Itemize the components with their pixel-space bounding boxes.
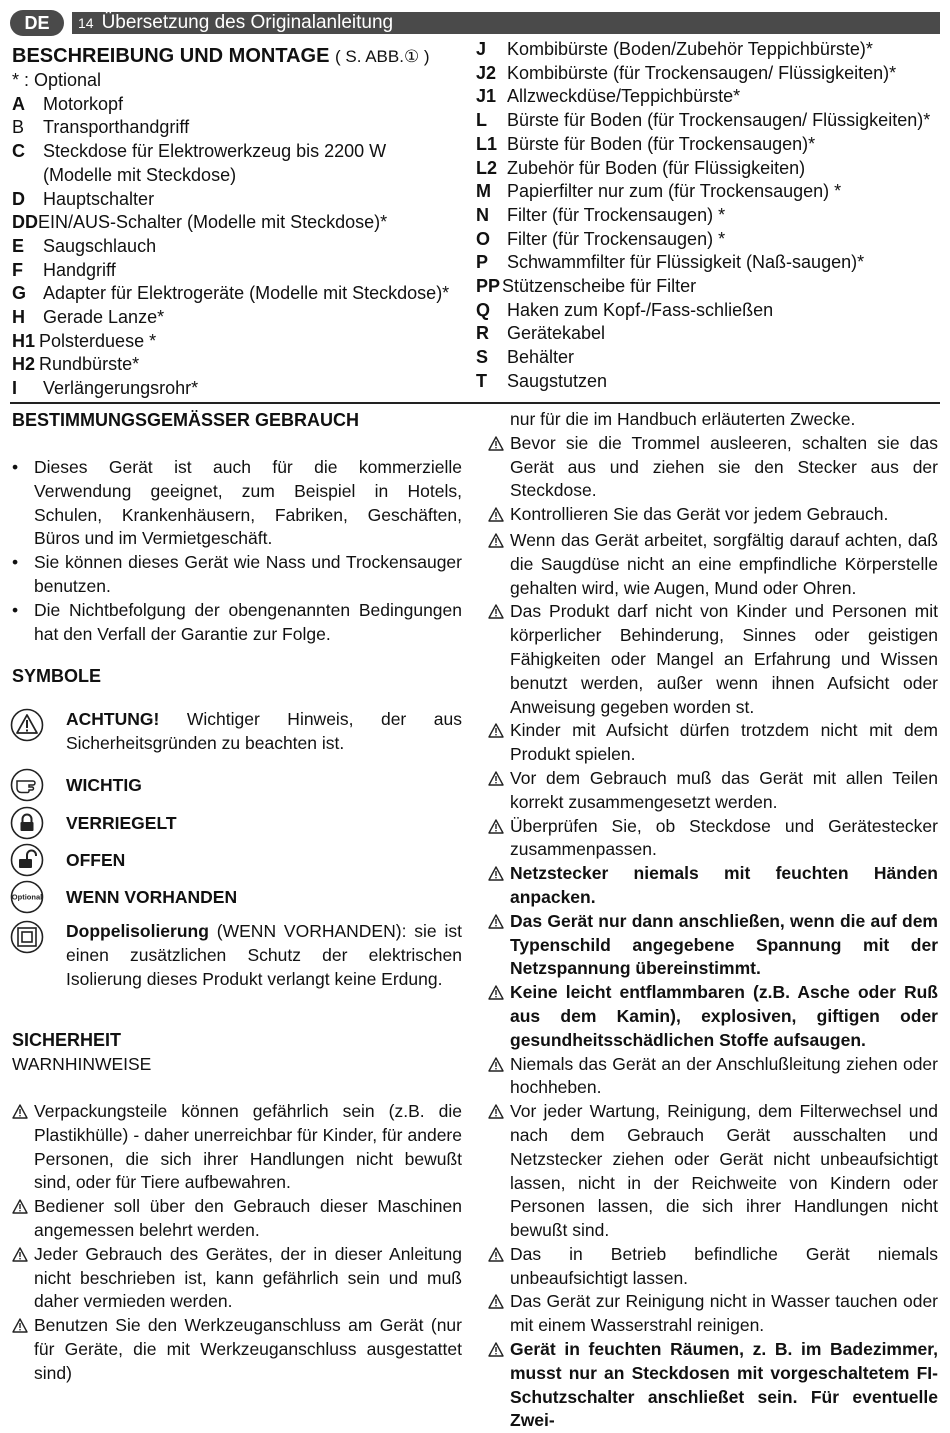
warning-triangle-icon <box>488 1100 510 1243</box>
part-label: Stützenscheibe für Filter <box>502 276 697 297</box>
symbol-desc-doppelisolierung: (WENN VORHANDEN): sie ist einen zusätzlichen Schutz der elektrischen Isolierung dieses Produkt verlangt keine Erdung. <box>66 921 462 989</box>
part-label: Schwammfilter für Flüssigkeit (Naß-saugen)* <box>507 252 865 273</box>
part-key: A <box>12 93 25 114</box>
part-item <box>12 353 472 377</box>
part-item <box>12 116 472 140</box>
bullet-mark: • <box>12 599 19 620</box>
part-label: Filter (für Trockensaugen) * <box>507 204 726 225</box>
part-key: J2 <box>476 62 497 83</box>
part-item <box>476 322 940 346</box>
part-item <box>476 275 940 299</box>
part-item <box>12 282 472 306</box>
warning-triangle-icon <box>488 767 510 815</box>
part-label: Saugstutzen <box>507 370 608 391</box>
warning-triangle-icon <box>12 1314 34 1385</box>
lock-open-icon <box>10 843 44 877</box>
part-key: C <box>12 141 25 162</box>
part-key: L <box>476 110 487 131</box>
warning-item <box>488 767 938 815</box>
symbol-row-wenn-vorhanden <box>10 880 237 914</box>
warning-item <box>488 1290 938 1338</box>
warning-text: Kinder mit Aufsicht dürfen trotzdem nicht mit dem Produkt spielen. <box>510 720 938 765</box>
double-insulation-icon <box>10 920 44 954</box>
warning-triangle-icon <box>12 1243 34 1314</box>
warning-text: Das Produkt darf nicht von Kinder und Personen mit körperlicher Behinderung, Sinnes oder geistigen Fähigkeiten oder Mangel an Erfahrung und Wissen benutzt werden, außer wenn ihnen Aufsicht oder Anweisung gegeben worden st. <box>510 601 938 717</box>
warning-text: Benutzen Sie den Werkzeuganschluss am Gerät (nur für Geräte, die mit Werkzeuganschluss ausgestattet sind) <box>34 1315 462 1383</box>
optional-icon <box>10 880 44 914</box>
part-label: Gerade Lanze* <box>43 307 165 328</box>
part-item <box>476 204 940 228</box>
symbol-desc-achtung: Wichtiger Hinweis, der aus Sicherheitsgründen zu beachten ist. <box>66 709 462 753</box>
usage-bullet <box>12 599 462 647</box>
warning-item <box>12 1100 462 1195</box>
part-item <box>476 85 940 109</box>
warning-text: Das Gerät zur Reinigung nicht in Wasser tauchen oder mit einem Wasserstrahl reinigen. <box>510 1291 938 1336</box>
symbol-label-offen: OFFEN <box>66 850 126 870</box>
part-label: Hauptschalter <box>43 188 155 209</box>
symbols-heading: SYMBOLE <box>12 666 102 686</box>
part-key: I <box>12 378 18 399</box>
part-key: E <box>12 235 25 256</box>
warning-text: Das in Betrieb befindliche Gerät niemals unbeaufsichtigt lassen. <box>510 1243 938 1288</box>
part-label: Polsterduese * <box>39 330 157 351</box>
warning-item <box>488 529 938 600</box>
warning-item <box>488 1338 938 1433</box>
part-label: Verlängerungsrohr* <box>43 378 199 399</box>
section-title-description <box>12 44 472 69</box>
part-label: Bürste für Boden (für Trockensaugen/ Flüssigkeiten)* <box>507 110 931 131</box>
warning-text: Jeder Gebrauch des Gerätes, der in dieser Anleitung nicht beschrieben ist, kann gefährlich sein und muß daher vermieden werden. <box>34 1243 462 1312</box>
part-label: Papierfilter nur zum (für Trockensaugen) * <box>507 181 842 202</box>
warning-item <box>488 981 938 1052</box>
part-label: Filter (für Trockensaugen) * <box>507 228 726 249</box>
symbol-row-achtung <box>10 708 462 756</box>
warning-item <box>488 815 938 863</box>
page-header <box>10 10 940 36</box>
part-item <box>476 133 940 157</box>
part-label: Bürste für Boden (für Trockensaugen)* <box>507 133 816 154</box>
warning-triangle-icon <box>488 503 510 529</box>
warning-triangle-icon <box>488 1290 510 1338</box>
part-key: PP <box>476 276 501 297</box>
warning-item <box>488 503 938 529</box>
usage-bullet-text: Dieses Gerät ist auch für die kommerzielle Verwendung geeignet, zum Beispiel in Hotels, Schulen, Krankenhäusern, Fabriken, Geschäften, Büros und im Vermietgeschäft. <box>34 457 462 549</box>
part-item <box>476 62 940 86</box>
safety-subheading: WARNHINWEISE <box>12 1054 152 1074</box>
part-label: Rundbürste* <box>39 354 140 375</box>
part-label: Steckdose für Elektrowerkzeug bis 2200 W <box>43 141 387 162</box>
warning-text: Gerät in feuchten Räumen, z. B. im Badezimmer, musst nur an Steckdosen mit vorgeschaltetem FI-Schutzschalter anschließet sein. Für eventuelle Zwei- <box>510 1339 938 1431</box>
part-label: EIN/AUS-Schalter (Modelle mit Steckdose)* <box>38 212 388 233</box>
symbol-row-offen <box>10 843 125 877</box>
part-label: Kombibürste (für Trockensaugen/ Flüssigkeiten)* <box>507 62 897 83</box>
part-item <box>476 251 940 275</box>
part-item <box>476 299 940 323</box>
optional-icon-label: Optional <box>11 892 43 902</box>
part-key: P <box>476 252 489 273</box>
warning-triangle-icon <box>488 529 510 600</box>
header-title: Übersetzung des Originalanleitung <box>101 12 394 33</box>
warning-item <box>488 1243 938 1291</box>
warning-triangle-icon <box>488 1243 510 1291</box>
parts-list-right <box>476 38 940 394</box>
warning-triangle-icon <box>12 1100 34 1195</box>
part-key <box>12 164 43 188</box>
section-divider <box>10 402 940 404</box>
part-item <box>476 370 940 394</box>
part-key: M <box>476 181 491 202</box>
part-label: Kombibürste (Boden/Zubehör Teppichbürste)* <box>507 39 873 59</box>
part-label: (Modelle mit Steckdose) <box>43 164 237 185</box>
safety-heading: SICHERHEIT <box>12 1030 122 1050</box>
part-label: Haken zum Kopf-/Fass-schließen <box>507 299 774 320</box>
optional-note: * : Optional <box>12 70 102 90</box>
part-label: Adapter für Elektrogeräte (Modelle mit Steckdose)* <box>43 283 450 304</box>
part-key: G <box>12 283 27 304</box>
warning-text: Verpackungsteile können gefährlich sein (z.B. die Plastikhülle) - daher unerreichbar für Kinder, für andere Personen, die sich ihrer Handlungen nicht bewußt sind, oder für Tiere aufbewahren. <box>34 1101 462 1193</box>
symbol-label-wichtig: WICHTIG <box>66 775 142 795</box>
part-label: Zubehör für Boden (für Flüssigkeiten) <box>507 157 806 178</box>
warning-item <box>12 1195 462 1243</box>
warning-text: Das Gerät nur dann anschließen, wenn die auf dem Typenschild angegebene Spannung mit der Netzspannung übereinstimmt. <box>510 910 938 979</box>
warning-item <box>12 1243 462 1314</box>
warning-triangle-icon <box>488 432 510 503</box>
warning-text: Bevor sie die Trommel ausleeren, schalten sie das Gerät aus und ziehen sie den Stecker aus der Steckdose. <box>510 432 938 501</box>
part-item <box>12 164 472 188</box>
part-key: R <box>476 323 489 344</box>
page-number: 14 <box>78 15 94 31</box>
part-label: Motorkopf <box>43 93 124 114</box>
usage-bullet-text: Die Nichtbefolgung der obengenannten Bedingungen hat den Verfall der Garantie zur Folge. <box>34 599 462 644</box>
warning-item <box>488 1100 938 1243</box>
part-item <box>476 109 940 133</box>
usage-bullet-list <box>12 456 462 646</box>
symbol-label-verriegelt: VERRIEGELT <box>66 813 177 833</box>
part-label: Saugschlauch <box>43 235 157 256</box>
warning-continuation: nur für die im Handbuch erläuterten Zwecke. <box>510 409 856 429</box>
warning-item <box>488 910 938 981</box>
part-label: Handgriff <box>43 259 116 280</box>
bullet-mark: • <box>12 552 19 573</box>
part-key: B <box>12 117 25 138</box>
part-item <box>12 140 472 164</box>
warning-triangle-icon <box>488 1338 510 1433</box>
pointing-hand-icon <box>10 768 44 802</box>
warning-text: Vor jeder Wartung, Reinigung, dem Filterwechsel und nach dem Gebrauch Gerät ausschalten und Netzstecker ziehen oder Gerät nicht unbeaufsichtigt lassen, nicht in der Reichweite von Kindern oder Personen lassen, die sich ihrer Handlungen nicht bewußt sind. <box>510 1101 938 1241</box>
warning-text: Niemals das Gerät an der Anschlußleitung ziehen oder hochheben. <box>510 1053 938 1098</box>
part-item <box>476 180 940 204</box>
part-key: H1 <box>12 330 36 351</box>
part-key: F <box>12 259 23 280</box>
part-key: DD <box>12 212 38 233</box>
part-key: S <box>476 347 489 368</box>
symbol-label-wenn-vorhanden: WENN VORHANDEN <box>66 887 238 907</box>
part-key: O <box>476 228 491 249</box>
warning-triangle-icon <box>10 708 44 742</box>
safety-warnings-left <box>12 1100 462 1386</box>
lock-closed-icon <box>10 806 44 840</box>
part-item <box>12 93 472 117</box>
symbol-text-doppelisolierung <box>66 920 462 991</box>
part-item <box>12 188 472 212</box>
warning-item <box>488 600 938 719</box>
warning-text: Keine leicht entflammbaren (z.B. Asche oder Ruß aus dem Kamin), explosiven, giftigen oder gesundheitsschädlichen Stoffe aufsaugen. <box>510 982 938 1050</box>
warning-item <box>488 719 938 767</box>
symbol-row-doppelisolierung <box>10 920 462 991</box>
warning-text: Wenn das Gerät arbeitet, sorgfältig darauf achten, daß die Saugdüse nicht an eine empfindliche Körperstelle gehalten wird, wie Augen, Mund oder Ohren. <box>510 529 938 598</box>
part-key: Q <box>476 299 491 320</box>
symbol-row-verriegelt <box>10 806 177 840</box>
part-key: H2 <box>12 354 36 375</box>
figure-reference: ( S. ABB.① ) <box>334 47 430 66</box>
part-key: J1 <box>476 86 497 107</box>
warning-triangle-icon <box>12 1195 34 1243</box>
part-item <box>476 157 940 181</box>
symbol-text-achtung <box>66 708 462 756</box>
symbol-label-doppelisolierung: Doppelisolierung <box>66 921 209 941</box>
warning-triangle-icon <box>488 719 510 767</box>
part-item <box>12 330 472 354</box>
left-column-lower <box>12 408 462 686</box>
part-key: L1 <box>476 133 498 154</box>
part-key: D <box>12 188 25 209</box>
part-key: L2 <box>476 157 498 178</box>
warning-text: Bediener soll über den Gebrauch dieser Maschinen angemessen belehrt werden. <box>34 1196 462 1240</box>
part-item <box>12 259 472 283</box>
part-item <box>12 306 472 330</box>
warning-text: Kontrollieren Sie das Gerät vor jedem Gebrauch. <box>510 504 889 525</box>
part-label: Transporthandgriff <box>43 117 190 138</box>
symbol-row-wichtig <box>10 768 142 802</box>
section-title-text: BESCHREIBUNG UND MONTAGE <box>12 45 330 67</box>
part-item <box>12 235 472 259</box>
part-item <box>476 346 940 370</box>
part-label: Allzweckdüse/Teppichbürste* <box>507 86 741 107</box>
part-item <box>12 377 472 401</box>
warning-item <box>488 862 938 910</box>
warning-item <box>488 432 938 503</box>
safety-section <box>12 1028 462 1386</box>
warning-triangle-icon <box>488 981 510 1052</box>
usage-heading: BESTIMMUNGSGEMÄSSER GEBRAUCH <box>12 410 360 430</box>
parts-list-left <box>12 93 472 401</box>
part-key: H <box>12 307 25 328</box>
usage-bullet-text: Sie können dieses Gerät wie Nass und Trockensauger benutzen. <box>34 552 462 596</box>
part-item <box>12 211 472 235</box>
safety-warnings-right <box>488 432 938 1433</box>
warning-triangle-icon <box>488 1053 510 1101</box>
right-column-lower <box>488 408 938 1433</box>
language-badge: DE <box>10 10 64 36</box>
part-item <box>476 228 940 252</box>
part-item <box>476 38 940 62</box>
warning-text: Überprüfen Sie, ob Steckdose und Gerätestecker zusammenpassen. <box>510 815 938 860</box>
part-label: Gerätekabel <box>507 323 606 344</box>
part-key: J <box>476 39 487 59</box>
parts-list-left-column <box>12 44 472 401</box>
header-bar <box>72 12 940 34</box>
warning-item <box>488 1053 938 1101</box>
warning-triangle-icon <box>488 600 510 719</box>
warning-text: Netzstecker niemals mit feuchten Händen anpacken. <box>510 863 938 907</box>
warning-triangle-icon <box>488 815 510 863</box>
bullet-mark: • <box>12 457 19 477</box>
usage-bullet <box>12 456 462 551</box>
part-key: N <box>476 204 489 225</box>
warning-triangle-icon <box>488 862 510 910</box>
warning-triangle-icon <box>488 910 510 981</box>
part-label: Behälter <box>507 347 575 368</box>
warning-text: Vor dem Gebrauch muß das Gerät mit allen Teilen korrekt zusammengesetzt werden. <box>510 767 938 812</box>
symbol-label-achtung: ACHTUNG! <box>66 709 160 729</box>
part-key: T <box>476 370 487 391</box>
usage-bullet <box>12 551 462 599</box>
warning-item <box>12 1314 462 1385</box>
